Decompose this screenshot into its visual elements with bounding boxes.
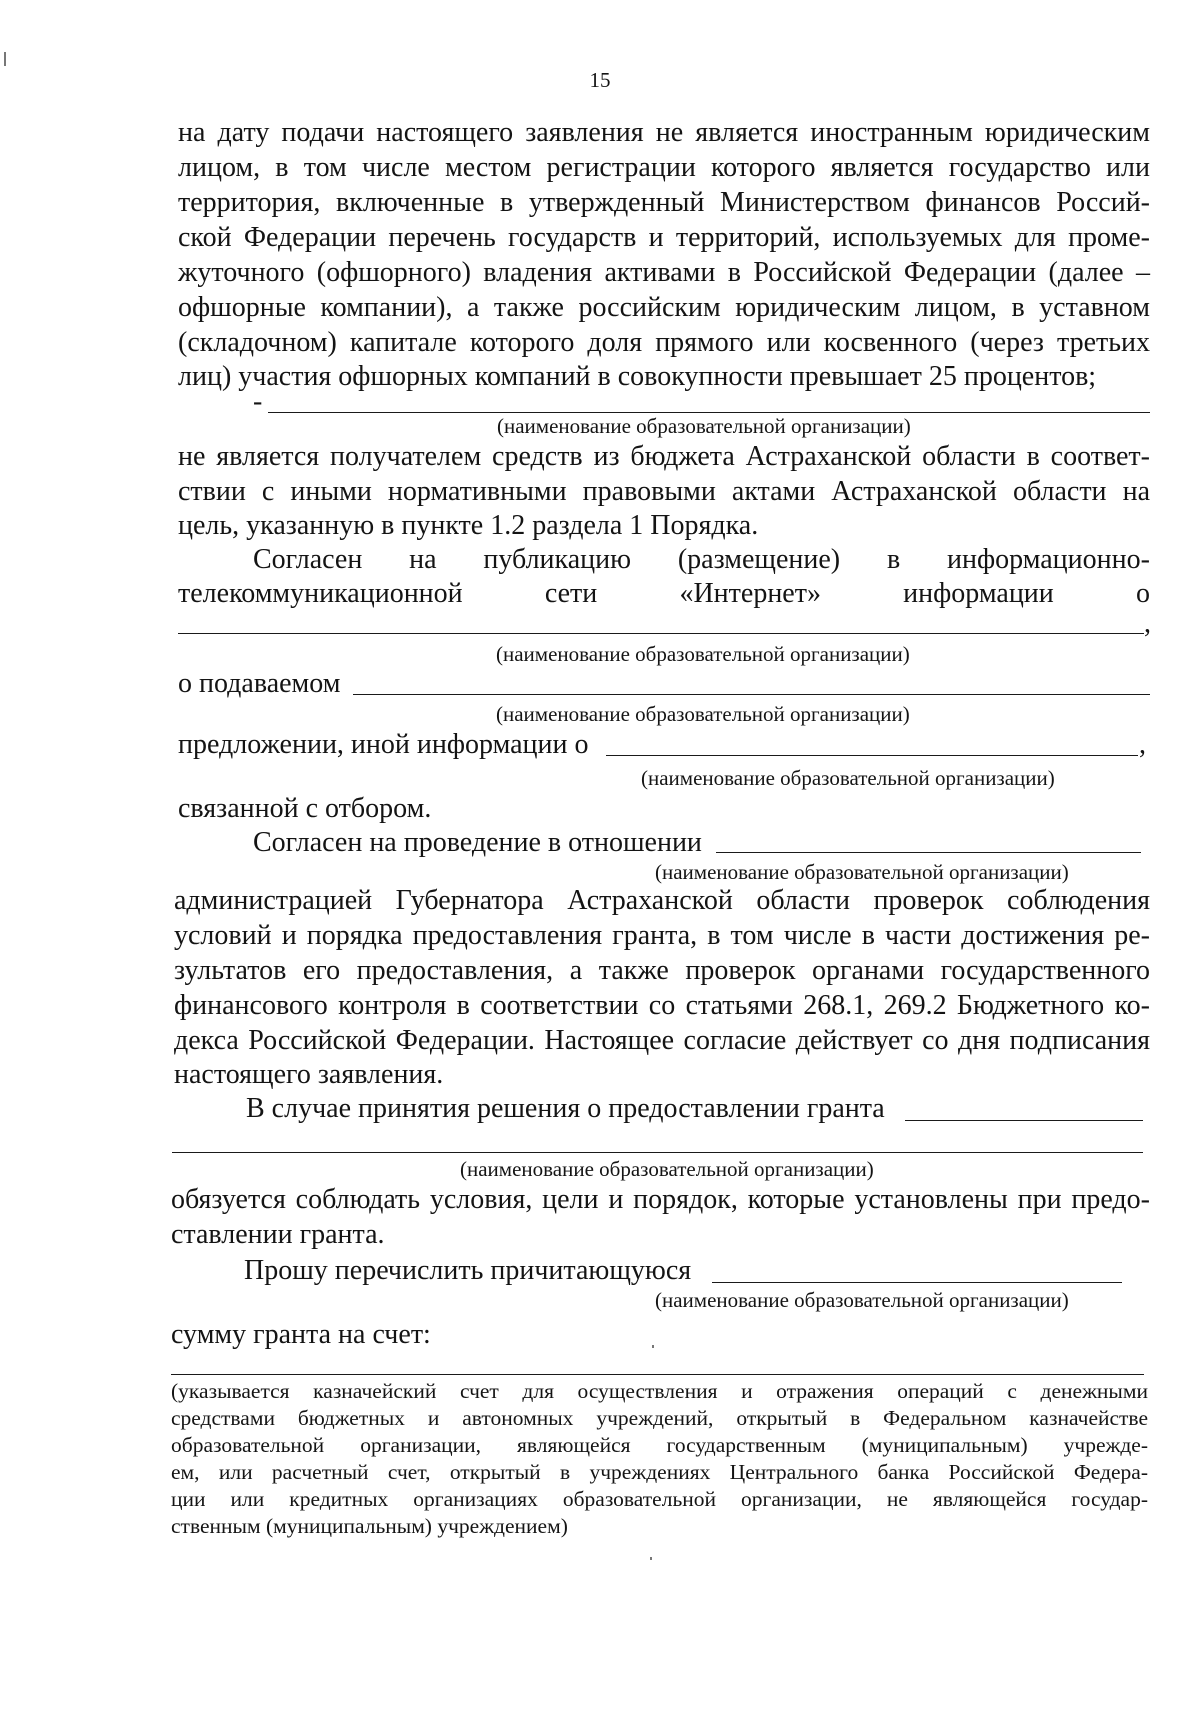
footnote-line: ции или кредитных организациях образовательной организации, не являющейся государ- [171, 1487, 1148, 1511]
obligation-line: обязуется соблюдать условия, цели и порядок, которые установлены при предо- [171, 1184, 1150, 1215]
intro-line: лицом, в том числе местом регистрации которого является государство или [178, 152, 1150, 183]
org-name-caption: (наименование образовательной организации) [496, 642, 910, 666]
org-name-blank-line[interactable] [606, 755, 1138, 756]
org-name-blank-line[interactable] [268, 412, 1150, 413]
scan-artifact [652, 1345, 654, 1348]
footnote-line: образовательной организации, являющейся государственным (муниципальным) учрежде- [171, 1433, 1148, 1457]
inspection-label: Согласен на проведение в отношении [253, 827, 702, 858]
inspection-line: администрацией Губернатора Астраханской области проверок соблюдения [174, 885, 1150, 916]
scan-artifact [4, 52, 6, 66]
proposal-label: предложении, иной информации о [178, 729, 589, 760]
footnote-line: ственным (муниципальным) учреждением) [171, 1514, 568, 1538]
org-name-caption: (наименование образовательной организации) [497, 414, 911, 438]
intro-line: территория, включенные в утвержденный Министерством финансов Россий- [178, 187, 1150, 218]
decision-label: В случае принятия решения о предоставлении гранта [246, 1093, 885, 1124]
comma: , [1144, 608, 1151, 639]
intro-line: жуточного (офшорного) владения активами в Российской Федерации (далее – [178, 257, 1150, 288]
org-name-caption: (наименование образовательной организации) [655, 860, 1069, 884]
inspection-line: настоящего заявления. [174, 1059, 444, 1090]
org-name-caption: (наименование образовательной организации) [655, 1288, 1069, 1312]
intro-line: ской Федерации перечень государств и территорий, используемых для проме- [178, 222, 1150, 253]
org-name-blank-line[interactable] [178, 633, 1144, 634]
org-name-caption: (наименование образовательной организации) [496, 702, 910, 726]
budget-line: не является получателем средств из бюджета Астраханской области в соответ- [178, 441, 1150, 472]
submitted-label: о подаваемом [178, 668, 341, 699]
intro-line: офшорные компании), а также российским юридическим лицом, в уставном [178, 292, 1150, 323]
org-name-blank-line[interactable] [172, 1152, 1143, 1153]
org-name-blank-line[interactable] [353, 694, 1150, 695]
list-dash: - [253, 386, 263, 417]
org-name-blank-line[interactable] [716, 852, 1141, 853]
page-number: 15 [589, 68, 611, 92]
org-name-blank-line[interactable] [712, 1282, 1122, 1283]
footnote-line: средствами бюджетных и автономных учреждений, открытый в Федеральном казначействе [171, 1406, 1148, 1430]
publish-consent-line-1: Согласен на публикацию (размещение) в информационно- [253, 544, 1150, 575]
inspection-line: условий и порядка предоставления гранта, в том числе в части достижения ре- [174, 920, 1150, 951]
org-name-caption: (наименование образовательной организации) [460, 1157, 874, 1181]
account-blank-line[interactable] [171, 1374, 1144, 1375]
budget-line: ствии с иными нормативными правовыми актами Астраханской области на [178, 476, 1150, 507]
intro-line: лиц) участия офшорных компаний в совокупности превышает 25 процентов; [178, 361, 1097, 392]
transfer-label: Прошу перечислить причитающуюся [244, 1255, 692, 1286]
comma: , [1139, 729, 1146, 760]
inspection-line: декса Российской Федерации. Настоящее согласие действует со дня подписания [174, 1025, 1150, 1056]
publish-consent-line-2: телекоммуникационной сети «Интернет» информации о [178, 578, 1150, 609]
inspection-line: зультатов его предоставления, а также проверок органами государственного [174, 955, 1150, 986]
inspection-line: финансового контроля в соответствии со статьями 268.1, 269.2 Бюджетного ко- [174, 990, 1150, 1021]
org-name-caption: (наименование образовательной организации) [641, 766, 1055, 790]
intro-line: на дату подачи настоящего заявления не является иностранным юридическим [178, 117, 1150, 148]
selection-text: связанной с отбором. [178, 793, 432, 824]
obligation-line: ставлении гранта. [171, 1219, 385, 1250]
scan-artifact [650, 1557, 652, 1560]
budget-line: цель, указанную в пункте 1.2 раздела 1 Порядка. [178, 510, 759, 541]
footnote-line: ем, или расчетный счет, открытый в учреждениях Центрального банка Российской Федера- [171, 1460, 1148, 1484]
intro-line: (складочном) капитале которого доля прямого или косвенного (через третьих [178, 327, 1150, 358]
org-name-blank-line[interactable] [905, 1120, 1143, 1121]
account-label: сумму гранта на счет: [171, 1319, 431, 1350]
footnote-line: (указывается казначейский счет для осуществления и отражения операций с денежными [171, 1379, 1148, 1403]
